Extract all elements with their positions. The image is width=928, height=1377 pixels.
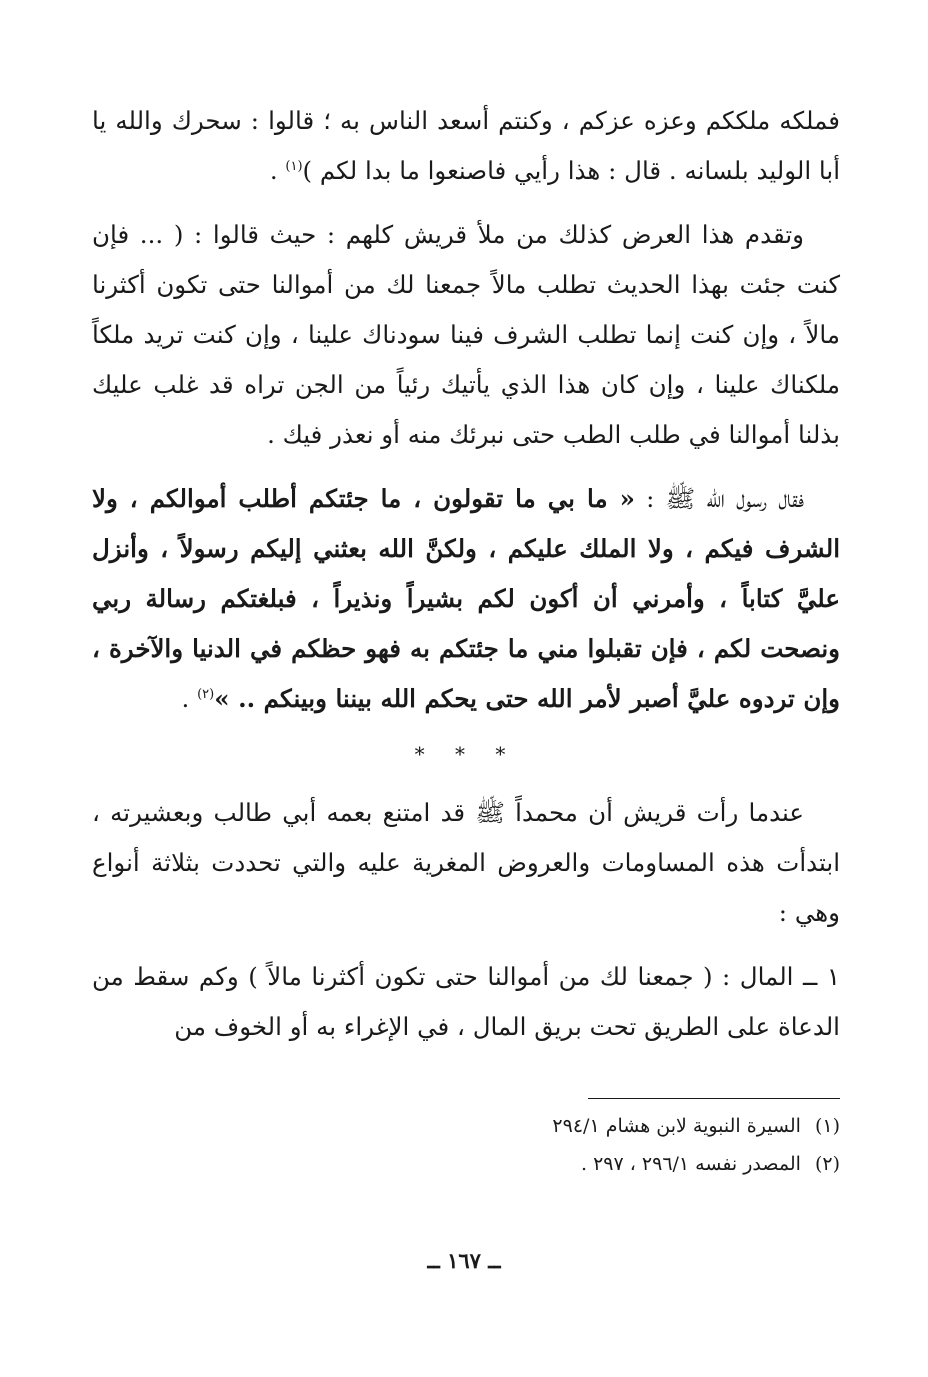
- footnote-ref-1[interactable]: (١): [285, 158, 303, 174]
- paragraph-1: [92, 96, 840, 196]
- paragraph-1-tail: .: [269, 156, 286, 185]
- footnote-2: [92, 1145, 840, 1183]
- page-body: [92, 96, 840, 1052]
- prophet-quote: « ما بي ما تقولون ، ما جئتكم أطلب أموالكم ، ولا الشرف فيكم ، ولا الملك عليكم ، ولكنَّ الله بعثني إليكم رسولاً ، وأنزل عليَّ كتاباً ، وأمرني أن أكون لكم بشيراً ونذيراً ، فبلغتكم رسالة ربي ونصحت لكم ، فإن تقبلوا مني ما جئتكم به فهو حظكم في الدنيا والآخرة ، وإن تردوه عليَّ أصبر لأمر الله حتى يحكم الله بيننا وبينكم .. »: [92, 484, 840, 713]
- paragraph-2-text: وتقدم هذا العرض كذلك من ملأ قريش كلهم : حيث قالوا : ( ... فإن كنت جئت بهذا الحديث تطلب مالاً جمعنا لك من أموالنا حتى تكون أكثرنا مالاً ، وإن كنت إنما تطلب الشرف فينا سودناك علينا ، وإن كنت تريد ملكاً ملكناك علينا ، وإن كان هذا الذي يأتيك رئياً من الجن تراه قد غلب عليك بذلنا أموالنا في طلب الطب حتى نبرئك منه أو نعذر فيك .: [92, 220, 840, 449]
- footnote-1: [92, 1107, 840, 1145]
- paragraph-3-tail: .: [181, 684, 198, 713]
- footnote-1-number: (١): [814, 1115, 840, 1137]
- paragraph-1-text: فملكه ملككم وعزه عزكم ، وكنتم أسعد الناس به ؛ قالوا : سحرك والله يا أبا الوليد بلسانه . قال : هذا رأيي فاصنعوا ما بدا لكم ): [92, 106, 840, 185]
- paragraph-4-text: عندما رأت قريش أن محمداً ﷺ قد امتنع بعمه أبي طالب وبعشيرته ، ابتدأت هذه المساومات والعروض المغرية عليه والتي تحددت بثلاثة أنواع وهي :: [92, 798, 840, 927]
- paragraph-4: [92, 788, 840, 938]
- paragraph-2: [92, 210, 840, 460]
- footnote-1-text: السيرة النبوية لابن هشام ٢٩٤/١: [552, 1115, 801, 1137]
- footnote-rule: [588, 1098, 840, 1099]
- section-separator: * * *: [414, 742, 518, 766]
- paragraph-3: [92, 474, 840, 724]
- footnotes: [92, 1098, 840, 1183]
- paragraph-5: [92, 952, 840, 1052]
- footnote-2-number: (٢): [814, 1153, 840, 1175]
- page-number: ــ ١٦٧ ــ: [427, 1248, 501, 1273]
- paragraph-5-text: ١ ــ المال : ( جمعنا لك من أموالنا حتى تكون أكثرنا مالاً ) وكم سقط من الدعاة على الطريق تحت بريق المال ، في الإغراء به أو الخوف من: [92, 962, 840, 1041]
- footnote-2-text: المصدر نفسه ٢٩٦/١ ، ٢٩٧ .: [580, 1153, 801, 1175]
- footnote-ref-2[interactable]: (٢): [197, 686, 215, 702]
- paragraph-3-lead: فقال رسول الله ﷺ :: [634, 484, 804, 513]
